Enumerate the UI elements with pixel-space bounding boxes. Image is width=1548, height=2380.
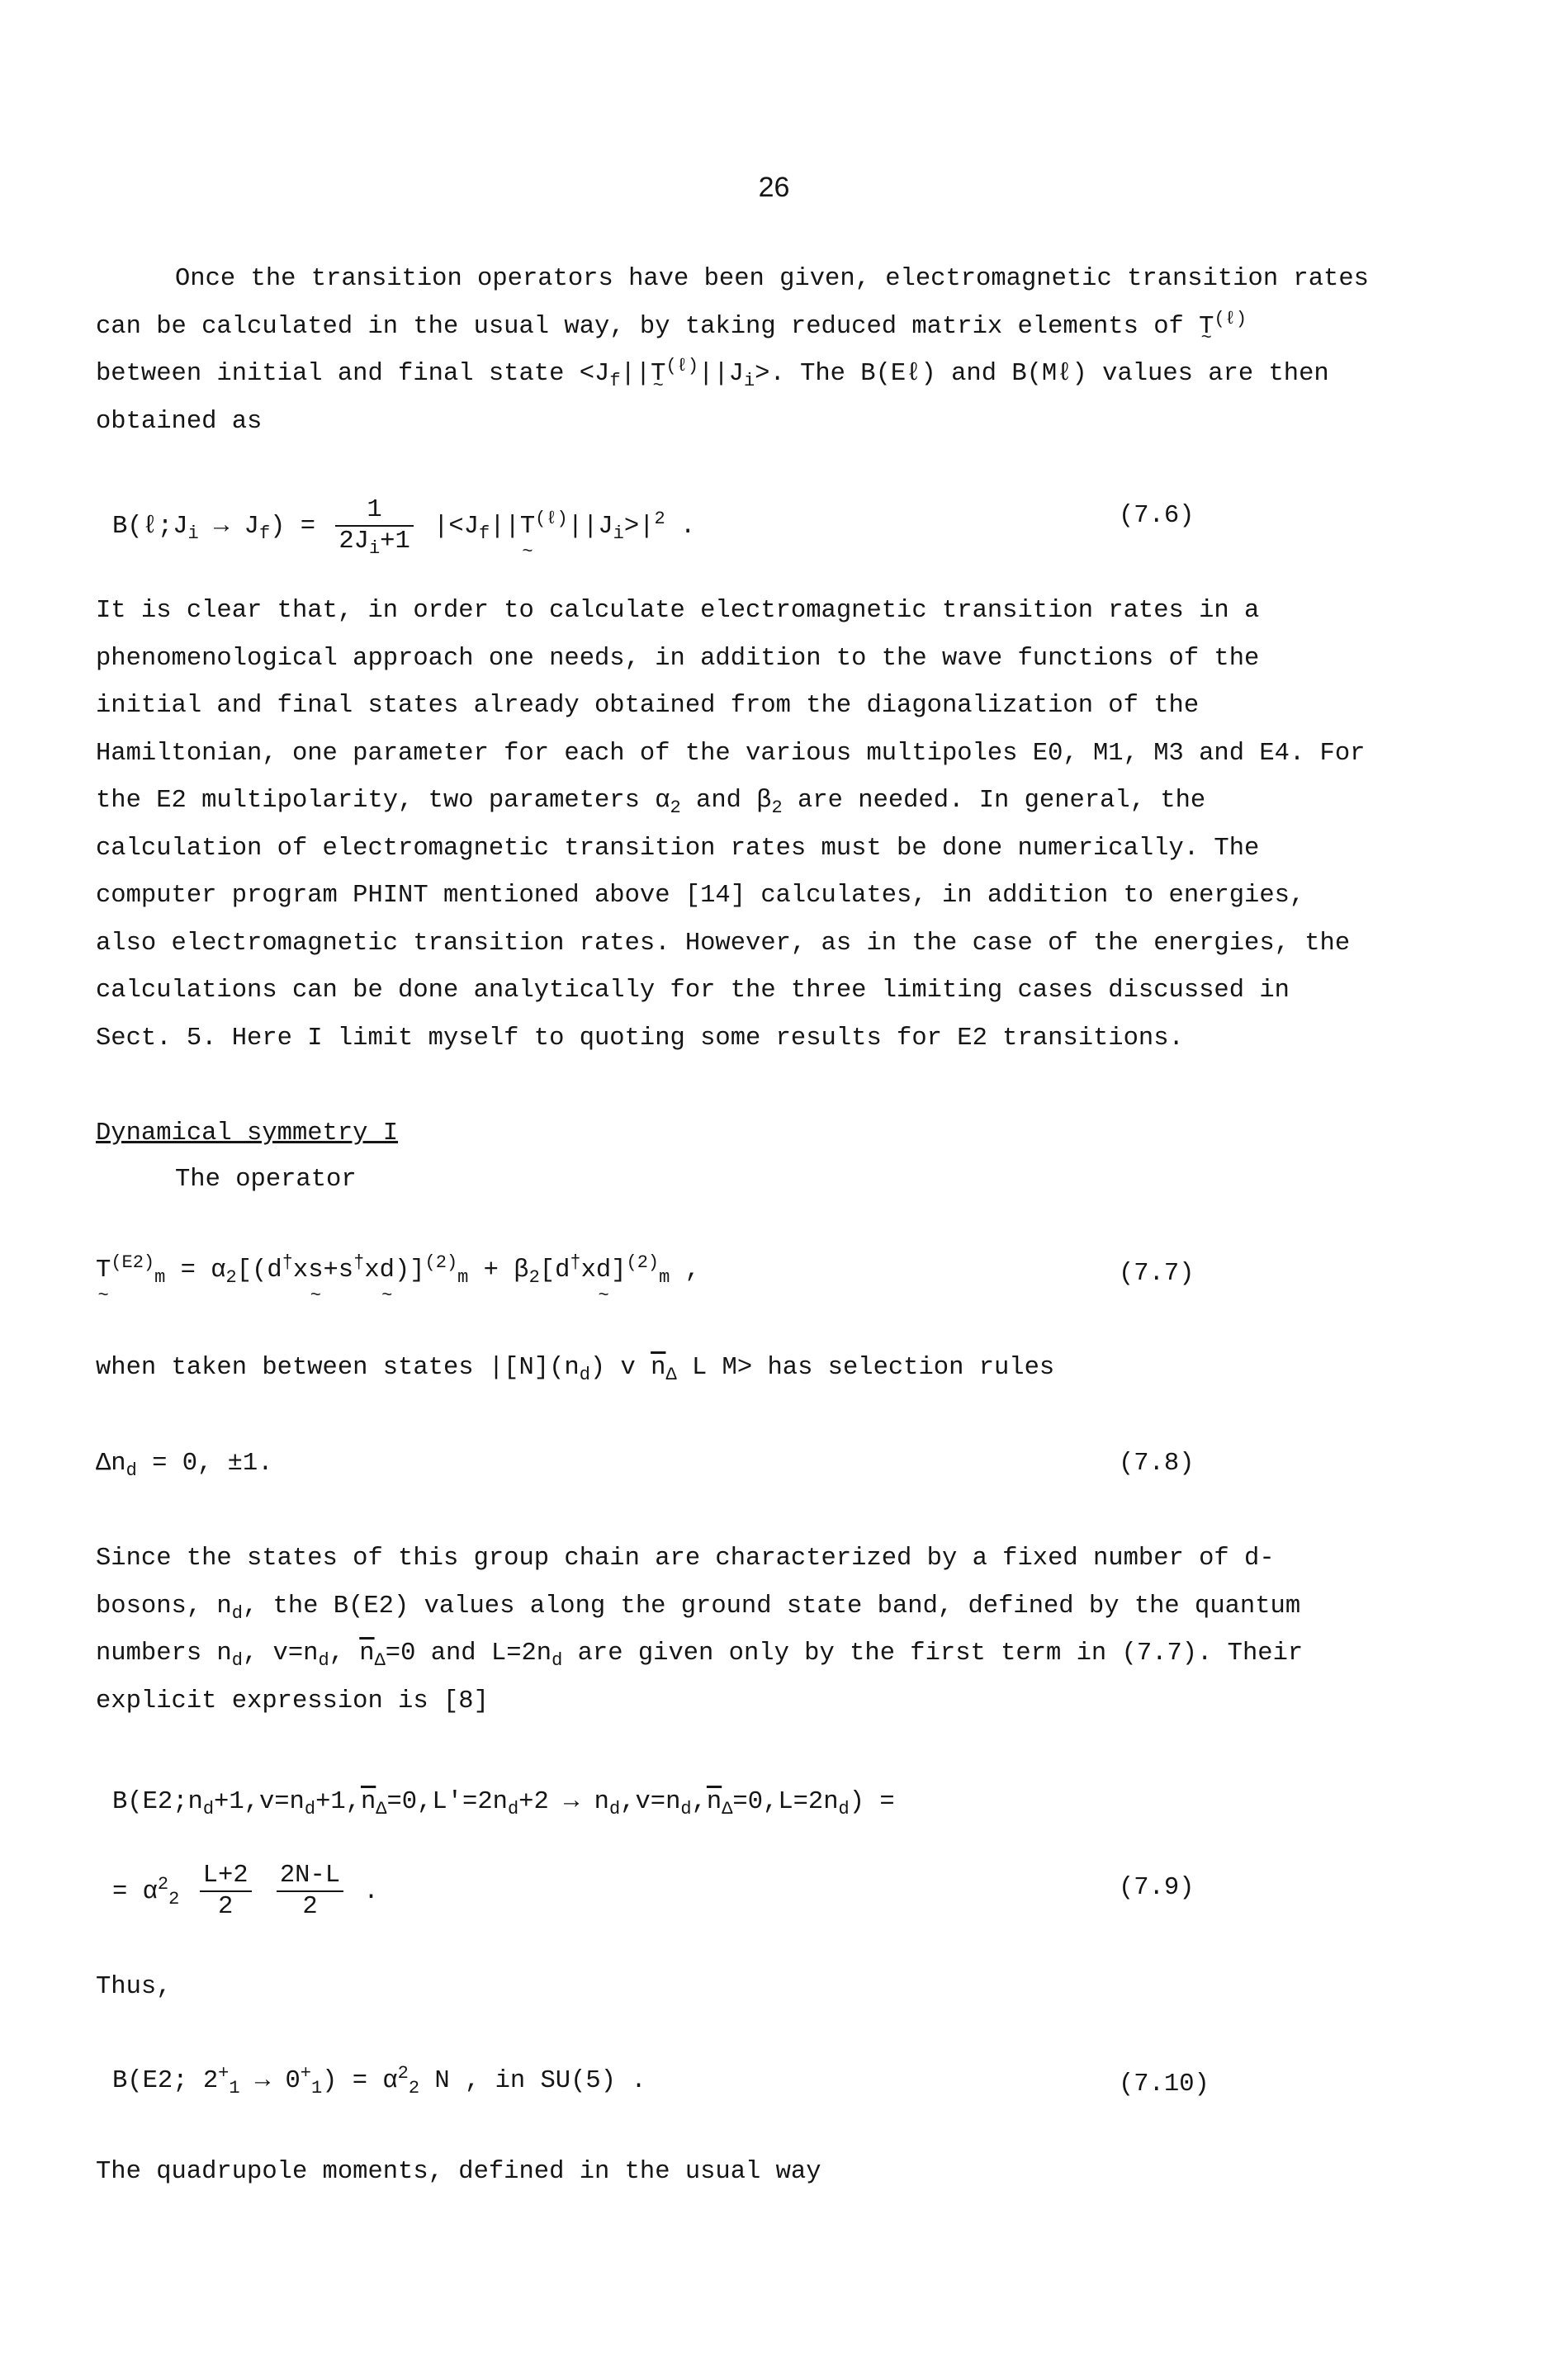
fraction: $\frac{L+2}{2}$ [200, 1861, 252, 1922]
section-heading: Dynamical symmetry I [96, 1119, 399, 1147]
equation-7-9-line2: = $\alpha^2_2$ $\frac{L+2}{2}$ $\frac{2N-L}{2}$ . [112, 1862, 379, 1921]
text-line: Sect. 5. Here I limit myself to quoting some results for E2 transitions. [96, 1024, 1184, 1053]
text-line: numbers $n_d$, $v=n_d$, $\overline{n}_\Delta=0$ and $L=2n_d$ are given only by the first term in (7.7). Their [96, 1640, 1304, 1672]
equation-7-10: B(E2; $2^+_1 \to 0^+_1) = \alpha^2_2$ N , in SU(5) . [112, 2062, 646, 2099]
text-line: can be calculated in the usual way, by taking reduced matrix elements of T ~$^{(\ell)}$ [96, 304, 1396, 352]
text-line: calculations can be done analytically for the three limiting cases discussed in [96, 977, 1290, 1005]
text-line: Since the states of this group chain are characterized by a fixed number of d- [96, 1545, 1275, 1573]
closing-text: The quadrupole moments, defined in the usual way [96, 2158, 821, 2186]
equation-7-8: $\Delta n_d = 0$, ±1. [96, 1450, 273, 1482]
text-line: also electromagnetic transition rates. However, as in the case of the energies, the [96, 929, 1351, 958]
selection-text: when taken between states $|[N](n_d)$ v $\overline{n}_\Delta$ L M> has selection rules [96, 1354, 1055, 1386]
text-line: the E2 multipolarity, two parameters $\alpha_2$ and $\beta_2$ are needed. In general, the [96, 787, 1206, 819]
text-line: phenomenological approach one needs, in addition to the wave functions of the [96, 644, 1260, 673]
fraction: $\frac{1}{2J_i+1}$ [335, 495, 413, 556]
text-line: between initial and final state $<J_f||T$ $\sim^{(\ell)}||J_i>$. The B(Eℓ) and B(Mℓ) values are then [96, 351, 1396, 399]
text-line: computer program PHINT mentioned above [14] calculates, in addition to energies, [96, 882, 1305, 910]
text-line: Hamiltonian, one parameter for each of the various multipoles E0, M1, M3 and E4. For [96, 739, 1366, 768]
fraction: $\frac{2N-L}{2}$ [277, 1861, 343, 1922]
equation-7-9-line1: $B(E2;n_d+1,v=n_d+1,\overline{n}_\Delta=0,L'=2n_d+2 \to n_d,v=n_d,\overline{n}_\Delta=0,L=2n_d)$ = [112, 1788, 895, 1820]
body-paragraph [96, 1535, 1396, 1725]
text-line: bosons, $n_d$, the B(E2) values along the ground state band, defined by the quantum [96, 1592, 1301, 1624]
equation-number: (7.6) [1119, 502, 1195, 530]
text-line: initial and final states already obtained from the diagonalization of the [96, 692, 1200, 720]
equation-number: (7.10) [1119, 2070, 1210, 2098]
operator-intro: The operator [175, 1166, 357, 1194]
body-paragraph [96, 588, 1396, 1062]
equation-number: (7.9) [1119, 1874, 1195, 1902]
page-number: 26 [758, 172, 790, 203]
text-line: calculation of electromagnetic transition rates must be done numerically. The [96, 834, 1260, 863]
equation-7-6: $B(\ell;J_i \to J_f)$ = $\frac{1}{2J_i+1}$ $|<J_f||T$ $\sim^{(\ell)}||J_i>|^2$ . [112, 495, 695, 556]
equation-7-7: T ~$^{(E2)}_m$ = $\alpha_2[(d^\dagger xs$ ~+s†xd ~)]$^{(2)}_m$ + $\beta_2[d^\dagger xd$ ~]$^{(2)}_m$ , [96, 1256, 700, 1285]
text-line: It is clear that, in order to calculate electromagnetic transition rates in a [96, 597, 1260, 625]
text-line: obtained as [96, 407, 263, 436]
equation-number: (7.8) [1119, 1450, 1195, 1478]
text-line: Once the transition operators have been given, electromagnetic transition rates [175, 265, 1369, 293]
equation-number: (7.7) [1119, 1260, 1195, 1288]
thus-text: Thus, [96, 1973, 172, 2001]
text-line: explicit expression is [8] [96, 1687, 489, 1715]
intro-paragraph [96, 256, 1396, 446]
